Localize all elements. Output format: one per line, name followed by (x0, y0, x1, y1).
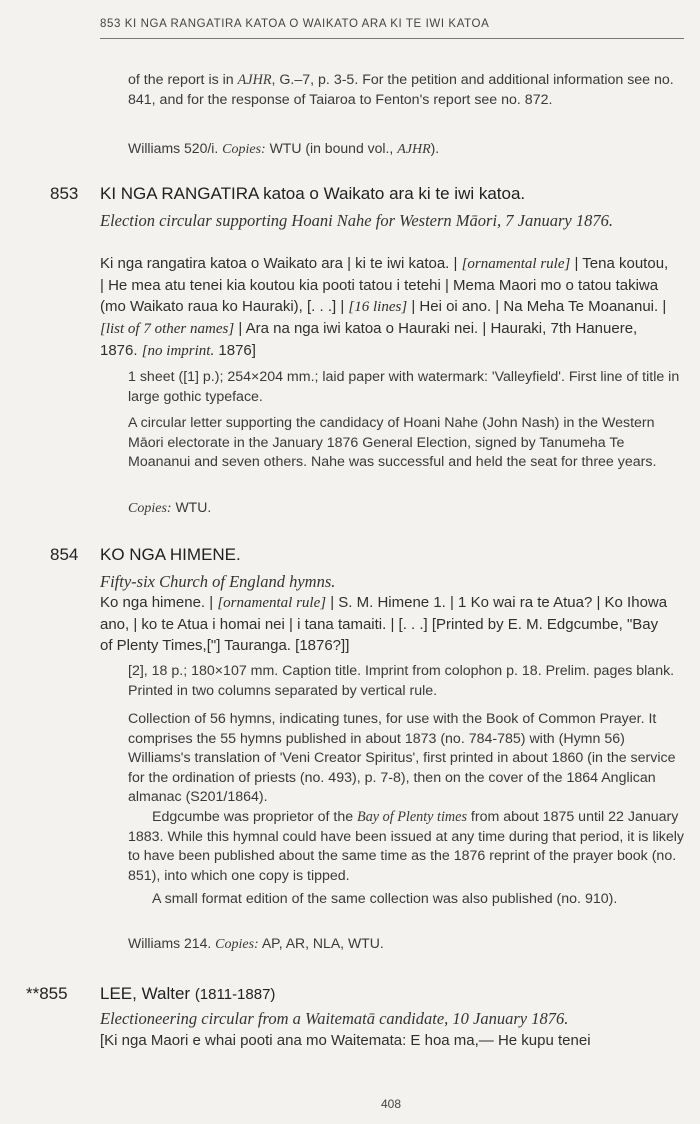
entry-transcription-853: Ki nga rangatira katoa o Waikato ara | ki te iwi katoa. | [ornamental rule] | Tena koutou, | He mea atu tenei kia koutou kia pooti tatou i tetehi | Mema Maori mo o tatou takiwa (mo Waikato raua ko Hauraki), [. . .] | [16 lines] | Hei oi ano. | Na Meha Te Moananui. | [list of 7 other names] | Ara na nga iwi katoa o Hauraki nei. | Hauraki, 7th Hanuere, 1876. [no imprint. 1876] (100, 255, 669, 359)
entry-note-854-edgcumbe: Edgcumbe was proprietor of the Bay of Plenty times from about 1875 until 22 January 1883. While this hymnal could have been issued at any time during that period, it is likely to have been published about the same time as the 1876 reprint of the prayer book (no. 851), into which one copy is tipped. (128, 809, 684, 884)
entry-note-854-small-format: A small format edition of the same collection was also published (no. 910). (152, 891, 618, 907)
entry-number-855: **855 (26, 984, 68, 1003)
entry-title-854: KO NGA HIMENE. (100, 545, 241, 564)
entry-subtitle-855: Electioneering circular from a Waitematā candidate, 10 January 1876. (100, 1009, 569, 1028)
entry-title-853: KI NGA RANGATIRA katoa o Waikato ara ki te iwi katoa. (100, 184, 526, 203)
intro-paragraph: of the report is in AJHR, G.–7, p. 3-5. For the petition and additional information see no. 841, and for the response of Taiaroa to Fenton's report see no. 872. (128, 72, 674, 108)
entry-copies-853: Copies: WTU. (128, 499, 212, 516)
entry-description-854: [2], 18 p.; 180×107 mm. Caption title. Imprint from colophon p. 18. Prelim. pages blank. Printed in two columns separated by vertical rule. (128, 663, 675, 699)
entry-description-853: 1 sheet ([1] p.); 254×204 mm.; laid paper with watermark: 'Valleyfield'. First line of title in large gothic typeface. (128, 369, 680, 405)
entry-note-854-collection: Collection of 56 hymns, indicating tunes, for use with the Book of Common Prayer. It comprises the 55 hymns published in about 1873 (no. 784-785) with (Hymn 56) Williams's translation of 'Veni Creator Spiritus', first printed in about 1860 (in the service for the ordination of priests (no. 493), p. 7-8), then on the cover of the 1864 Anglican almanac (S201/1864). (128, 711, 676, 805)
entry-subtitle-854: Fifty-six Church of England hymns. (100, 572, 336, 591)
entry-note-853: A circular letter supporting the candidacy of Hoani Nahe (John Nash) in the Western Māori electorate in the January 1876 General Election, signed by Tanumeha Te Moananui and seven others. Nahe was successful and held the seat for three years. (128, 415, 657, 470)
intro-copies-line: Williams 520/i. Copies: WTU (in bound vol., AJHR). (128, 140, 440, 157)
header-rule (100, 38, 684, 39)
entry-number-853: 853 (50, 184, 79, 203)
entry-subtitle-853: Election circular supporting Hoani Nahe for Western Māori, 7 January 1876. (100, 211, 613, 230)
entry-transcription-854: Ko nga himene. | [ornamental rule] | S. M. Himene 1. | 1 Ko wai ra te Atua? | Ko Ihowa ano, | ko te Atua i homai nei | i tana tamaiti. | [. . .] [Printed by E. M. Edgcumbe, "Bay of Plenty Times,["] Tauranga. [1876?]] (100, 594, 668, 654)
entry-number-854: 854 (50, 545, 79, 564)
entry-transcription-855: [Ki nga Maori e whai pooti ana mo Waitemata: E hoa ma,— He kupu tenei (100, 1032, 591, 1049)
running-head: 853 KI NGA RANGATIRA KATOA O WAIKATO ARA KI TE IWI KATOA (100, 18, 490, 30)
entry-copies-854: Williams 214. Copies: AP, AR, NLA, WTU. (128, 935, 384, 952)
entry-title-855: LEE, Walter (1811-1887) (100, 984, 276, 1003)
page-number: 408 (380, 1097, 402, 1111)
